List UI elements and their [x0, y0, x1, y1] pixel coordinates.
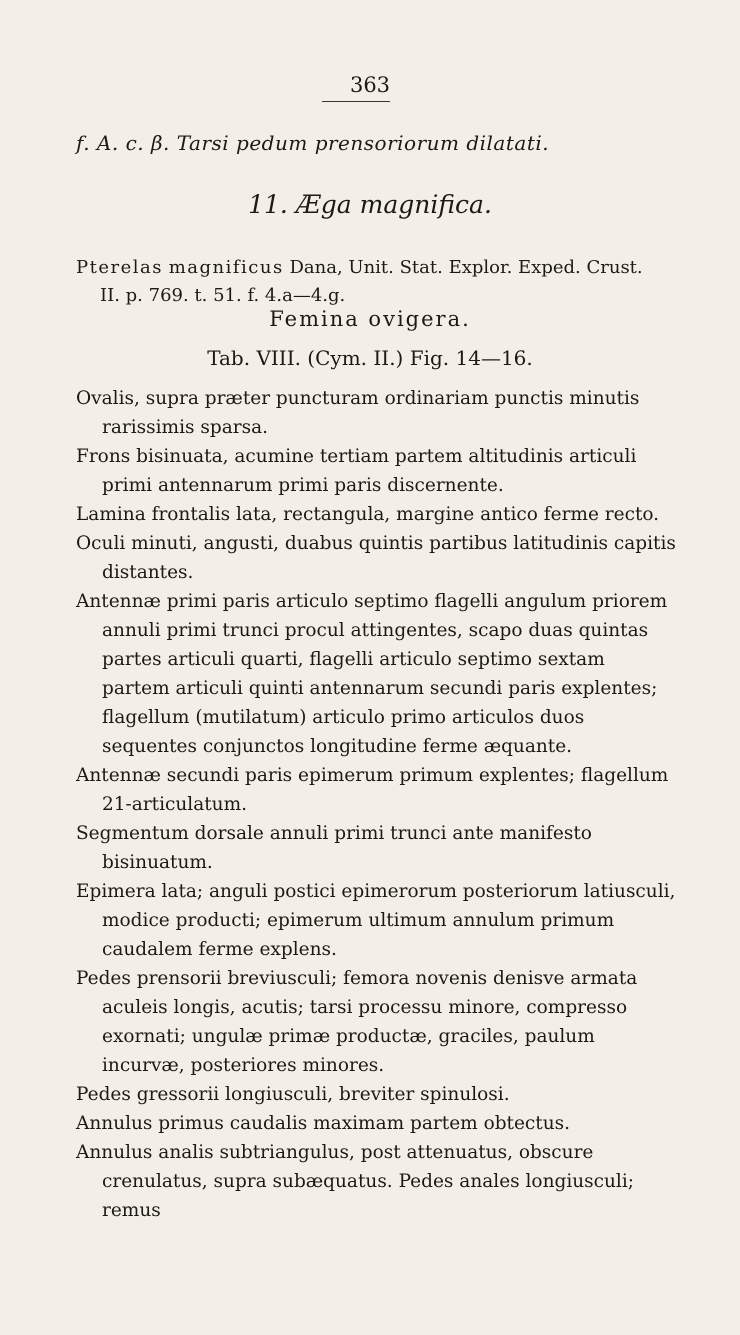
description-entry: Oculi minuti, angusti, duabus quintis partibus latitudinis capitis distantes.: [76, 533, 676, 583]
description-entry: Frons bisinuata, acumine tertiam partem altitudinis articuli primi antennarum primi paris discernente.: [76, 446, 637, 496]
synonym-citation: Dana, Unit. Stat. Explor. Exped. Crust.: [289, 257, 643, 278]
species-description: [76, 384, 676, 1225]
synonym-citation-detail: II. p. 769. t. 51. f. 4.a—4.g.: [100, 285, 346, 306]
description-entry: Ovalis, supra præter puncturam ordinariam punctis minutis rarissimis sparsa.: [76, 388, 640, 438]
description-entry: Annulus primus caudalis maximam partem obtectus.: [76, 1113, 571, 1134]
description-entry: Antennæ secundi paris epimerum primum explentes; flagellum 21-articulatum.: [76, 765, 669, 815]
specimen-heading: Femina ovigera.: [269, 307, 471, 331]
synonym-genus: Pterelas: [76, 257, 163, 278]
synonym-species: magnificus: [168, 257, 284, 278]
page-number: 363: [349, 73, 391, 97]
description-entry: Lamina frontalis lata, rectangula, margine antico ferme recto.: [76, 504, 660, 525]
description-entry: Segmentum dorsale annuli primi trunci ante manifesto bisinuatum.: [76, 823, 592, 873]
plate-reference: Tab. VIII. (Cym. II.) Fig. 14—16.: [207, 346, 533, 370]
description-entry: Epimera lata; anguli postici epimerorum posteriorum latiusculi, modice producti; epimerum ultimum annulum primum caudalem ferme explens.: [76, 881, 676, 960]
synonym-reference: [76, 254, 676, 310]
species-title: 11. Æga magnifica.: [248, 190, 492, 219]
description-entry: Pedes prensorii breviusculi; femora novenis denisve armata aculeis longis, acutis; tarsi processu minore, compresso exornati; ungulæ primæ productæ, graciles, paulum incurvæ, posteriores minores.: [76, 968, 638, 1076]
figure-caption: f. A. c. β. Tarsi pedum prensoriorum dilatati.: [76, 131, 550, 155]
page-number-rule: [322, 101, 390, 102]
description-entry: Antennæ primi paris articulo septimo flagelli angulum priorem annuli primi trunci procul attingentes, scapo duas quintas partes articuli quarti, flagelli articulo septimo sextam partem articuli quinti antennarum secundi paris explentes; flagellum (mutilatum) articulo primo articulos duos sequentes conjunctos longitudine ferme æquante.: [76, 591, 668, 757]
description-entry: Annulus analis subtriangulus, post attenuatus, obscure crenulatus, supra subæquatus. Pedes anales longiusculi; remus: [76, 1142, 634, 1221]
description-entry: Pedes gressorii longiusculi, breviter spinulosi.: [76, 1084, 510, 1105]
